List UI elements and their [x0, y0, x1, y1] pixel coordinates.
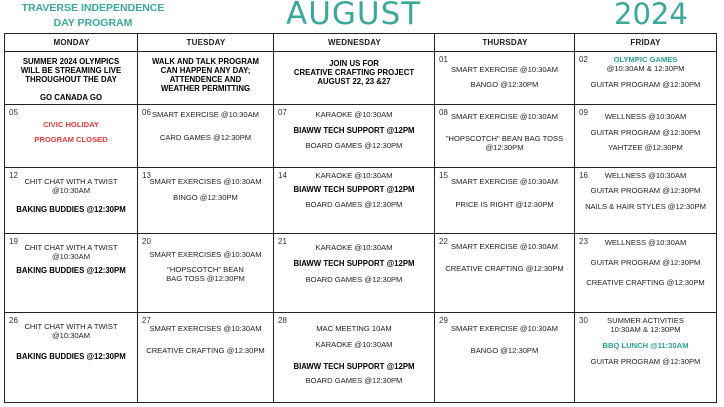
day-cell[interactable] — [274, 52, 435, 105]
organization-title — [12, 1, 174, 31]
activity-text: WELLNESS @10:30AM — [604, 238, 687, 247]
activity-text: SMART EXERCISE @10:30AM — [450, 242, 559, 251]
day-cell[interactable] — [5, 105, 138, 168]
day-cell[interactable] — [5, 234, 138, 313]
activity-text: CARD GAMES @12:30PM — [159, 133, 252, 142]
day-number: 19 — [9, 237, 18, 246]
day-cell[interactable] — [435, 105, 575, 168]
day-cell[interactable] — [5, 313, 138, 402]
activity-text: SMART EXERCISE @10:30AM — [450, 177, 559, 186]
activity-text: GO CANADA GO — [39, 93, 103, 102]
activity-text: SMART EXERCISES @10:30AM — [149, 177, 262, 186]
activity-text: WALK AND TALK PROGRAM — [152, 57, 259, 66]
activity-text: BAKING BUDDIES @12:30PM — [16, 266, 126, 275]
activity-text: OLYMPIC GAMES — [613, 55, 678, 64]
activity-text: SMART EXERCISES @10:30AM — [149, 250, 262, 259]
activity-text: KARAOKE @10:30AM — [315, 243, 393, 252]
day-cell[interactable] — [274, 234, 435, 313]
activity-text: WEATHER PERMITTING — [160, 84, 251, 93]
day-cell[interactable] — [138, 313, 274, 402]
activity-text: THROUGHOUT THE DAY — [25, 75, 117, 84]
activity-text: GUITAR PROGRAM @12:30PM — [590, 186, 701, 195]
activity-text: SUMMER ACTIVITIES — [607, 316, 684, 325]
activity-text: CHIT CHAT WITH A TWIST — [24, 177, 118, 186]
activity-text: BANGO @12:30PM — [470, 346, 539, 355]
activity-text: GUITAR PROGRAM @12:30PM — [590, 258, 701, 267]
month-title: AUGUST — [286, 0, 422, 32]
day-number: 23 — [579, 237, 588, 246]
activity-text: WILL BE STREAMING LIVE — [20, 66, 122, 75]
day-number: 12 — [9, 171, 18, 180]
activity-text: PROGRAM CLOSED — [34, 135, 108, 144]
activity-text: BIAWW TECH SUPPORT @12PM — [293, 362, 415, 371]
activity-text: KARAOKE @10:30AM — [315, 171, 393, 180]
day-cell[interactable] — [575, 234, 716, 313]
activity-text: SMART EXERCISE @10:30AM — [151, 110, 260, 119]
activity-text: BAKING BUDDIES @12:30PM — [16, 205, 126, 214]
activity-text: AUGUST 22, 23 &27 — [317, 77, 391, 86]
day-cell[interactable] — [274, 168, 435, 234]
activity-text: CAN HAPPEN ANY DAY; — [160, 66, 251, 75]
day-cell[interactable] — [5, 52, 138, 105]
day-cell[interactable] — [575, 168, 716, 234]
day-cell[interactable] — [435, 313, 575, 402]
activity-text: PRICE IS RIGHT @12:30PM — [455, 200, 554, 209]
activity-text: SUMMER 2024 OLYMPICS — [22, 57, 120, 66]
activity-text: @10:30AM & 12:30PM — [606, 64, 685, 73]
day-number: 28 — [278, 316, 287, 325]
activity-text: GUITAR PROGRAM @12:30PM — [590, 128, 701, 137]
day-number: 13 — [142, 171, 151, 180]
activity-text: CIVIC HOLIDAY — [43, 120, 99, 129]
day-cell[interactable] — [5, 168, 138, 234]
day-cell[interactable] — [274, 105, 435, 168]
activity-text: SMART EXERCISE @10:30AM — [450, 112, 559, 121]
calendar-grid — [4, 33, 717, 403]
day-cell[interactable] — [435, 234, 575, 313]
activity-text: BOARD GAMES @12:30PM — [305, 141, 403, 150]
day-number: 26 — [9, 316, 18, 325]
header-divider — [137, 34, 138, 52]
day-number: 20 — [142, 237, 151, 246]
activity-text: "HOPSCOTCH" BEAN BAG TOSS — [445, 134, 564, 143]
weekday-header-wednesday: WEDNESDAY — [327, 38, 382, 47]
activity-text: ATTENDENCE AND — [169, 75, 242, 84]
activity-text: WELLNESS @10:30AM — [604, 112, 687, 121]
day-number: 16 — [579, 171, 588, 180]
activity-text: @12:30PM — [485, 143, 524, 152]
weekday-header-thursday: THURSDAY — [482, 38, 528, 47]
day-number: 22 — [439, 237, 448, 246]
activity-text: BANGO @12:30PM — [470, 80, 539, 89]
year-title: 2024 — [614, 0, 688, 31]
day-number: 08 — [439, 108, 448, 117]
activity-text: BINGO @12:30PM — [173, 193, 238, 202]
day-number: 29 — [439, 316, 448, 325]
header-divider — [574, 34, 575, 52]
header-divider — [434, 34, 435, 52]
activity-text: NAILS & HAIR STYLES @12:30PM — [585, 202, 706, 211]
day-cell[interactable] — [138, 234, 274, 313]
day-number: 07 — [278, 108, 287, 117]
activity-text: YAHTZEE @12:30PM — [608, 143, 683, 152]
activity-text: BOARD GAMES @12:30PM — [305, 376, 403, 385]
day-number: 15 — [439, 171, 448, 180]
activity-text: BBQ LUNCH @11:30AM — [602, 341, 689, 350]
activity-text: 10:30AM & 12:30PM — [610, 325, 681, 334]
activity-text: BOARD GAMES @12:30PM — [305, 200, 403, 209]
day-number: 09 — [579, 108, 588, 117]
activity-text: CHIT CHAT WITH A TWIST — [24, 322, 118, 331]
activity-text: GUITAR PROGRAM @12:30PM — [590, 80, 701, 89]
day-cell[interactable] — [435, 168, 575, 234]
activity-text: BAKING BUDDIES @12:30PM — [16, 352, 126, 361]
activity-text: BOARD GAMES @12:30PM — [305, 275, 403, 284]
activity-text: KARAOKE @10:30AM — [315, 340, 393, 349]
activity-text: BAG TOSS @12:30PM — [166, 274, 245, 283]
activity-text: GUITAR PROGRAM @12:30PM — [590, 357, 701, 366]
activity-text: CREATIVE CRAFTING @12:30PM — [445, 264, 564, 273]
org-line-2: DAY PROGRAM — [53, 17, 133, 29]
activity-text: MAC MEETING 10AM — [316, 324, 392, 333]
activity-text: CREATIVE CRAFTING @12:30PM — [586, 278, 705, 287]
activity-text: CREATIVE CRAFTING @12:30PM — [146, 346, 265, 355]
day-cell[interactable] — [138, 105, 274, 168]
activity-text: SMART EXERCISE @10:30AM — [450, 324, 559, 333]
activity-text: @10:30AM — [51, 186, 91, 195]
day-number: 14 — [278, 171, 287, 180]
day-number: 30 — [579, 316, 588, 325]
activity-text: CHIT CHAT WITH A TWIST — [24, 243, 118, 252]
weekday-header-monday: MONDAY — [53, 38, 90, 47]
weekday-header-friday: FRIDAY — [630, 38, 661, 47]
day-cell[interactable] — [138, 168, 274, 234]
activity-text: @10:30AM — [51, 252, 91, 261]
day-number: 27 — [142, 316, 151, 325]
day-number: 06 — [142, 108, 151, 117]
day-cell[interactable] — [575, 52, 716, 105]
header-divider — [273, 34, 274, 52]
weekday-header-tuesday: TUESDAY — [186, 38, 226, 47]
day-cell[interactable] — [138, 52, 274, 105]
day-cell[interactable] — [575, 105, 716, 168]
activity-text: WELLNESS @10:30AM — [604, 171, 687, 180]
activity-text: CREATIVE CRAFTING PROJECT — [293, 68, 415, 77]
activity-text: BIAWW TECH SUPPORT @12PM — [293, 185, 415, 194]
activity-text: BIAWW TECH SUPPORT @12PM — [293, 126, 415, 135]
day-number: 05 — [9, 108, 18, 117]
day-number: 02 — [579, 55, 588, 64]
day-cell[interactable] — [575, 313, 716, 402]
org-line-1: TRAVERSE INDEPENDENCE — [21, 2, 165, 14]
day-number: 21 — [278, 237, 287, 246]
activity-text: @10:30AM — [51, 331, 91, 340]
weekday-header-row — [5, 34, 716, 52]
activity-text: SMART EXERCISE @10:30AM — [450, 65, 559, 74]
day-number: 01 — [439, 55, 448, 64]
day-cell[interactable] — [274, 313, 435, 402]
activity-text: "HOPSCOTCH" BEAN — [167, 265, 244, 274]
day-cell[interactable] — [435, 52, 575, 105]
activity-text: JOIN US FOR — [329, 59, 379, 68]
activity-text: KARAOKE @10:30AM — [315, 110, 393, 119]
activity-text: SMART EXERCISES @10:30AM — [149, 324, 262, 333]
activity-text: BIAWW TECH SUPPORT @12PM — [293, 259, 415, 268]
